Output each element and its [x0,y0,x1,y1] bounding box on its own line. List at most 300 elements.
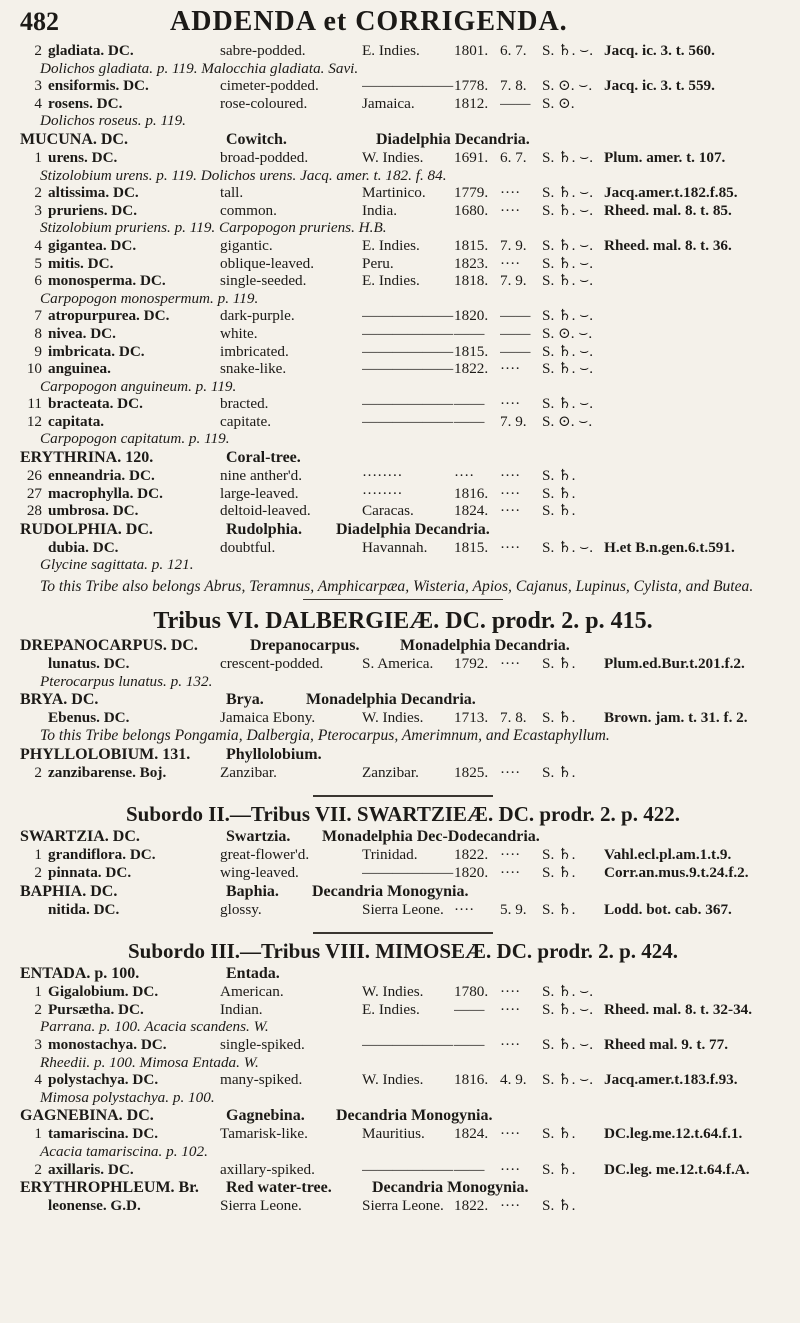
species-row [20,864,786,882]
species-name: grandiflora. DC. [48,846,156,864]
duration: S. ♄. ⌣. [542,395,594,413]
reference: Jacq. ic. 3. t. 560. [604,42,715,59]
species-number: 2 [34,1000,42,1018]
duration: S. ♄. ⌣. [542,1071,594,1089]
species-number: 2 [34,184,42,202]
duration: S. ♄. [542,709,576,727]
synonym-line: Dolichos gladiata. p. 119. Malocchia gladiata. Savi. [40,59,359,77]
english-name: American. [220,983,284,1001]
duration: S. ♄. [542,502,576,520]
reference: Jacq.amer.t.182.f.85. [604,184,738,202]
genus-class: Decandria Monogynia. [312,882,469,900]
year: —— [454,395,485,413]
species-row [20,485,786,503]
year: 1792. [454,655,489,673]
species-row [20,237,786,255]
synonym-line: Carpopogon anguineum. p. 119. [40,377,237,395]
year: 1779. [454,184,489,202]
species-name: nitida. DC. [48,900,120,918]
species-row [20,255,786,273]
divider [313,795,493,797]
year: 1820. [454,307,489,325]
country: —————— [362,1160,454,1178]
genus-name: ERYTHROPHLEUM. Br. [20,1179,199,1197]
height: 7. 8. [500,77,527,95]
year: 1713. [454,709,489,727]
year: 1815. [454,236,489,254]
species-number: 1 [34,1125,42,1143]
species-name: altissima. DC. [48,184,139,202]
english-name: oblique-leaved. [220,254,315,272]
synonym-line: Glycine sagittata. p. 121. [40,556,194,574]
country: ········ [362,467,403,485]
english-name: common. [220,201,277,219]
species-name: mitis. DC. [48,254,114,272]
height: ···· [500,1000,521,1018]
genus-english: Gagnebina. [226,1107,305,1125]
duration: S. ⊙. [542,94,575,112]
synonym-line: Acacia tamariscina. p. 102. [40,1142,208,1160]
country: Mauritius. [362,1125,425,1143]
year: 1822. [454,360,489,378]
country: S. America. [362,655,434,673]
country: E. Indies. [362,42,420,59]
species-row [20,983,786,1001]
genus-english: Red water-tree. [226,1179,332,1197]
english-name: doubtful. [220,538,276,556]
height: ···· [500,1197,521,1215]
species-name: macrophylla. DC. [48,484,163,502]
country: —————— [362,77,454,95]
english-name: cimeter-podded. [220,77,319,95]
height: ···· [500,254,521,272]
genus-drepanocarpus [20,636,786,655]
height: ···· [500,467,521,485]
page-header [20,6,786,38]
height: 6. 7. [500,42,527,59]
english-name: broad-podded. [220,148,309,166]
english-name: Tamarisk-like. [220,1125,308,1143]
height: ···· [500,538,521,556]
year: 1824. [454,1125,489,1143]
duration: S. ♄. [542,484,576,502]
species-number: 26 [26,467,42,485]
country: E. Indies. [362,236,420,254]
english-name: axillary-spiked. [220,1160,315,1178]
year: 1816. [454,484,489,502]
country: Caracas. [362,502,414,520]
genus-name: SWARTZIA. DC. [20,828,140,846]
species-name: Ebenus. DC. [48,709,130,727]
species-number: 4 [34,236,42,254]
country: India. [362,201,398,219]
genus-swartzia [20,827,786,846]
species-name: monosperma. DC. [48,272,166,290]
genus-class: Monadelphia Dec-Dodecandria. [322,828,540,846]
genus-name: MUCUNA. DC. [20,130,128,148]
species-number: 3 [34,1035,42,1053]
english-name: sabre-podded. [220,42,306,59]
genus-mucuna [20,130,786,149]
duration: S. ♄. [542,864,576,881]
species-row [20,202,786,220]
duration: S. ♄. [542,1197,576,1215]
reference: Jacq. ic. 3. t. 559. [604,77,715,95]
year: 1818. [454,272,489,290]
species-name: atropurpurea. DC. [48,307,170,325]
height: ···· [500,846,521,864]
height: 5. 9. [500,900,527,918]
duration: S. ♄. [542,467,576,485]
english-name: large-leaved. [220,484,299,502]
species-number: 1 [34,983,42,1001]
species-number: 10 [26,360,42,378]
genus-gagnebina [20,1106,786,1125]
country: Zanzibar. [362,763,419,781]
english-name: dark-purple. [220,307,295,325]
duration: S. ♄. ⌣. [542,201,594,219]
height: —— [500,94,531,112]
genus-class: Monadelphia Decandria. [400,637,570,655]
reference: Brown. jam. t. 31. f. 2. [604,709,748,727]
page-title: ADDENDA et CORRIGENDA. [170,6,568,37]
height: ···· [500,395,521,413]
species-row [20,1036,786,1054]
height: 7. 9. [500,412,527,430]
english-name: single-spiked. [220,1035,305,1053]
year: ···· [454,467,475,485]
english-name: Jamaica Ebony. [220,709,316,727]
duration: S. ♄. ⌣. [542,42,594,59]
species-number: 3 [34,201,42,219]
english-name: bracted. [220,395,269,413]
species-row [20,709,786,727]
country: W. Indies. [362,1071,424,1089]
block-gagnebina [20,1125,786,1178]
height: ···· [500,983,521,1001]
genus-name: ENTADA. p. 100. [20,965,140,983]
genus-class: Diadelphia Decandria. [336,520,490,538]
reference: Plum.ed.Bur.t.201.f.2. [604,655,745,673]
species-number: 12 [26,412,42,430]
synonym-line: Dolichos roseus. p. 119. [40,112,186,130]
height: ···· [500,360,521,378]
reference: Rheed mal. 9. t. 77. [604,1035,729,1053]
height: 7. 8. [500,709,527,727]
country: —————— [362,360,454,378]
year: 1823. [454,254,489,272]
synonym-line: Parrana. p. 100. Acacia scandens. W. [40,1018,269,1036]
duration: S. ♄. ⌣. [542,272,594,290]
species-number: 8 [34,324,42,342]
block-swartzia [20,846,786,881]
block-erythrophleum [20,1197,786,1215]
reference: Rheed. mal. 8. t. 85. [604,201,732,219]
species-number: 1 [34,846,42,864]
species-row [20,764,786,782]
species-number: 7 [34,307,42,325]
country: W. Indies. [362,983,424,1001]
duration: S. ♄. [542,655,576,673]
reference: H.et B.n.gen.6.t.591. [604,538,735,556]
species-name: gladiata. DC. [48,42,134,59]
duration: S. ⊙. ⌣. [542,324,593,342]
species-row [20,395,786,413]
year: 1778. [454,77,489,95]
genus-english: Rudolphia. [226,520,303,538]
duration: S. ♄. [542,1125,576,1143]
synonym-line: Rheedii. p. 100. Mimosa Entada. W. [40,1053,259,1071]
species-row [20,360,786,378]
block-baphia [20,901,786,919]
english-name: Indian. [220,1000,263,1018]
country: —————— [362,1035,454,1053]
species-name: nivea. DC. [48,324,116,342]
year: 1812. [454,94,489,112]
species-number: 28 [26,502,42,520]
synonym-line: Pterocarpus lunatus. p. 132. [40,672,213,690]
year: 1816. [454,1071,489,1089]
genus-baphia [20,882,786,901]
genus-name: GAGNEBINA. DC. [20,1107,154,1125]
country: Sierra Leone. [362,1197,444,1215]
genus-name: ERYTHRINA. 120. [20,449,154,467]
synonym-line: Mimosa polystachya. p. 100. [40,1088,215,1106]
species-number: 4 [34,1071,42,1089]
duration: S. ♄. ⌣. [542,236,594,254]
synonym-line: Carpopogon monospermum. p. 119. [40,289,259,307]
species-number: 2 [34,763,42,781]
species-name: Gigalobium. DC. [48,983,159,1001]
species-number: 2 [34,42,42,59]
block-rudolphia [20,539,786,574]
duration: S. ♄. ⌣. [542,360,594,378]
country: E. Indies. [362,272,420,290]
english-name: wing-leaved. [220,864,299,881]
species-name: zanzibarense. Boj. [48,763,167,781]
species-row [20,901,786,919]
tribe-heading: Tribus VI. DALBERGIEÆ. DC. prodr. 2. p. 415. [153,608,653,635]
height: ···· [500,201,521,219]
species-row [20,655,786,673]
block-drepanocarpus [20,655,786,690]
height: ···· [500,763,521,781]
block-dolichos [20,42,786,130]
species-row [20,413,786,431]
english-name: rose-coloured. [220,94,308,112]
species-row [20,42,786,60]
duration: S. ⊙. ⌣. [542,412,593,430]
tribe-note: To this Tribe belongs Pongamia, Dalbergia, Pterocarpus, Amerimnum, and Ecastaphyllum. [40,726,610,744]
height: ···· [500,1035,521,1053]
genus-english: Phyllolobium. [226,745,322,763]
country: ········ [362,484,403,502]
species-number: 2 [34,1160,42,1178]
country: —————— [362,307,454,325]
english-name: capitate. [220,412,272,430]
english-name: Zanzibar. [220,763,277,781]
species-row [20,1001,786,1019]
species-name: monostachya. DC. [48,1035,167,1053]
suborder-heading: Subordo III.—Tribus VIII. MIMOSEÆ. DC. prodr. 2. p. 424. [127,939,679,964]
species-name: dubia. DC. [48,538,119,556]
genus-erythrophleum [20,1178,786,1197]
species-number: 27 [26,484,42,502]
duration: S. ♄. ⌣. [542,254,594,272]
country: —————— [362,412,454,430]
year: 1822. [454,846,489,864]
year: 1691. [454,148,489,166]
genus-name: DREPANOCARPUS. DC. [20,637,198,655]
reference: Vahl.ecl.pl.am.1.t.9. [604,846,732,864]
reference: Jacq.amer.t.183.f.93. [604,1071,738,1089]
species-row [20,77,786,95]
species-name: pinnata. DC. [48,864,132,881]
duration: S. ♄. ⌣. [542,307,594,325]
duration: S. ♄. ⌣. [542,1000,594,1018]
duration: S. ♄. ⌣. [542,538,594,556]
genus-english: Drepanocarpus. [250,637,360,655]
english-name: deltoid-leaved. [220,502,311,520]
height: ···· [500,502,521,520]
divider [303,599,503,600]
year: 1820. [454,864,489,881]
divider [313,932,493,934]
suborder-heading: Subordo II.—Tribus VII. SWARTZIEÆ. DC. prodr. 2. p. 422. [126,802,680,827]
species-number: 4 [34,94,42,112]
species-number: 9 [34,342,42,360]
block-phyllolobium [20,764,786,782]
species-number: 6 [34,272,42,290]
country: —————— [362,324,454,342]
species-name: tamariscina. DC. [48,1125,159,1143]
genus-name: BAPHIA. DC. [20,882,118,900]
species-name: pruriens. DC. [48,201,138,219]
english-name: crescent-podded. [220,655,324,673]
species-row [20,502,786,520]
year: —— [454,412,485,430]
genus-english: Cowitch. [226,130,287,148]
english-name: gigantic. [220,236,273,254]
height: ···· [500,1125,521,1143]
species-row [20,307,786,325]
genus-entada [20,964,786,983]
english-name: nine anther'd. [220,467,303,485]
reference: Lodd. bot. cab. 367. [604,900,732,918]
height: ···· [500,655,521,673]
genus-english: Swartzia. [226,828,291,846]
genus-name: BRYA. DC. [20,691,99,709]
reference: Plum. amer. t. 107. [604,148,726,166]
english-name: tall. [220,184,244,202]
height: ···· [500,484,521,502]
country: Jamaica. [362,94,415,112]
country: —————— [362,864,454,881]
genus-rudolphia [20,520,786,539]
height: 4. 9. [500,1071,527,1089]
year: 1801. [454,42,489,59]
species-row [20,1197,786,1215]
block-erythrina [20,467,786,520]
height: 7. 9. [500,236,527,254]
english-name: many-spiked. [220,1071,303,1089]
block-entada [20,983,786,1106]
duration: S. ♄. ⌣. [542,342,594,360]
year: —— [454,324,485,342]
year: 1815. [454,538,489,556]
species-name: urens. DC. [48,148,118,166]
height: —— [500,324,531,342]
genus-class: Diadelphia Decandria. [376,130,530,148]
duration: S. ♄. [542,763,576,781]
english-name: glossy. [220,900,262,918]
species-name: umbrosa. DC. [48,502,139,520]
height: —— [500,307,531,325]
reference: DC.leg.me.12.t.64.f.1. [604,1125,743,1143]
english-name: single-seeded. [220,272,307,290]
english-name: Sierra Leone. [220,1197,302,1215]
synonym-line: Stizolobium pruriens. p. 119. Carpopogon pruriens. H.B. [40,219,387,237]
genus-english: Baphia. [226,882,279,900]
genus-name: RUDOLPHIA. DC. [20,520,153,538]
genus-class: Decandria Monogynia. [336,1107,493,1125]
reference: Corr.an.mus.9.t.24.f.2. [604,864,749,881]
country: —————— [362,342,454,360]
species-row [20,1125,786,1143]
species-name: imbricata. DC. [48,342,145,360]
country: Peru. [362,254,394,272]
species-name: capitata. [48,412,105,430]
country: W. Indies. [362,709,424,727]
species-name: lunatus. DC. [48,655,130,673]
duration: S. ♄. ⌣. [542,983,594,1001]
duration: S. ♄. [542,846,576,864]
genus-class: Monadelphia Decandria. [306,691,476,709]
species-row [20,149,786,167]
species-row [20,1161,786,1179]
species-number: 2 [34,864,42,881]
species-name: rosens. DC. [48,94,123,112]
species-number: 3 [34,77,42,95]
species-row [20,343,786,361]
species-number: 1 [34,148,42,166]
height: —— [500,342,531,360]
genus-english: Coral-tree. [226,449,301,467]
species-row [20,539,786,557]
species-row [20,184,786,202]
country: Trinidad. [362,846,418,864]
reference: Rheed. mal. 8. t. 32-34. [604,1000,753,1018]
species-name: leonense. G.D. [48,1197,141,1215]
duration: S. ♄. [542,1160,576,1178]
height: 7. 9. [500,272,527,290]
page-number: 482 [20,7,59,36]
country: Sierra Leone. [362,900,444,918]
country: E. Indies. [362,1000,420,1018]
species-name: bracteata. DC. [48,395,143,413]
year: 1825. [454,763,489,781]
duration: S. ♄. ⌣. [542,148,594,166]
country: W. Indies. [362,148,424,166]
year: ···· [454,900,475,918]
species-row [20,1071,786,1089]
english-name: white. [220,324,258,342]
year: 1680. [454,201,489,219]
english-name: snake-like. [220,360,287,378]
species-name: gigantea. DC. [48,236,137,254]
genus-class: Decandria Monogynia. [372,1179,529,1197]
genus-english: Entada. [226,965,280,983]
